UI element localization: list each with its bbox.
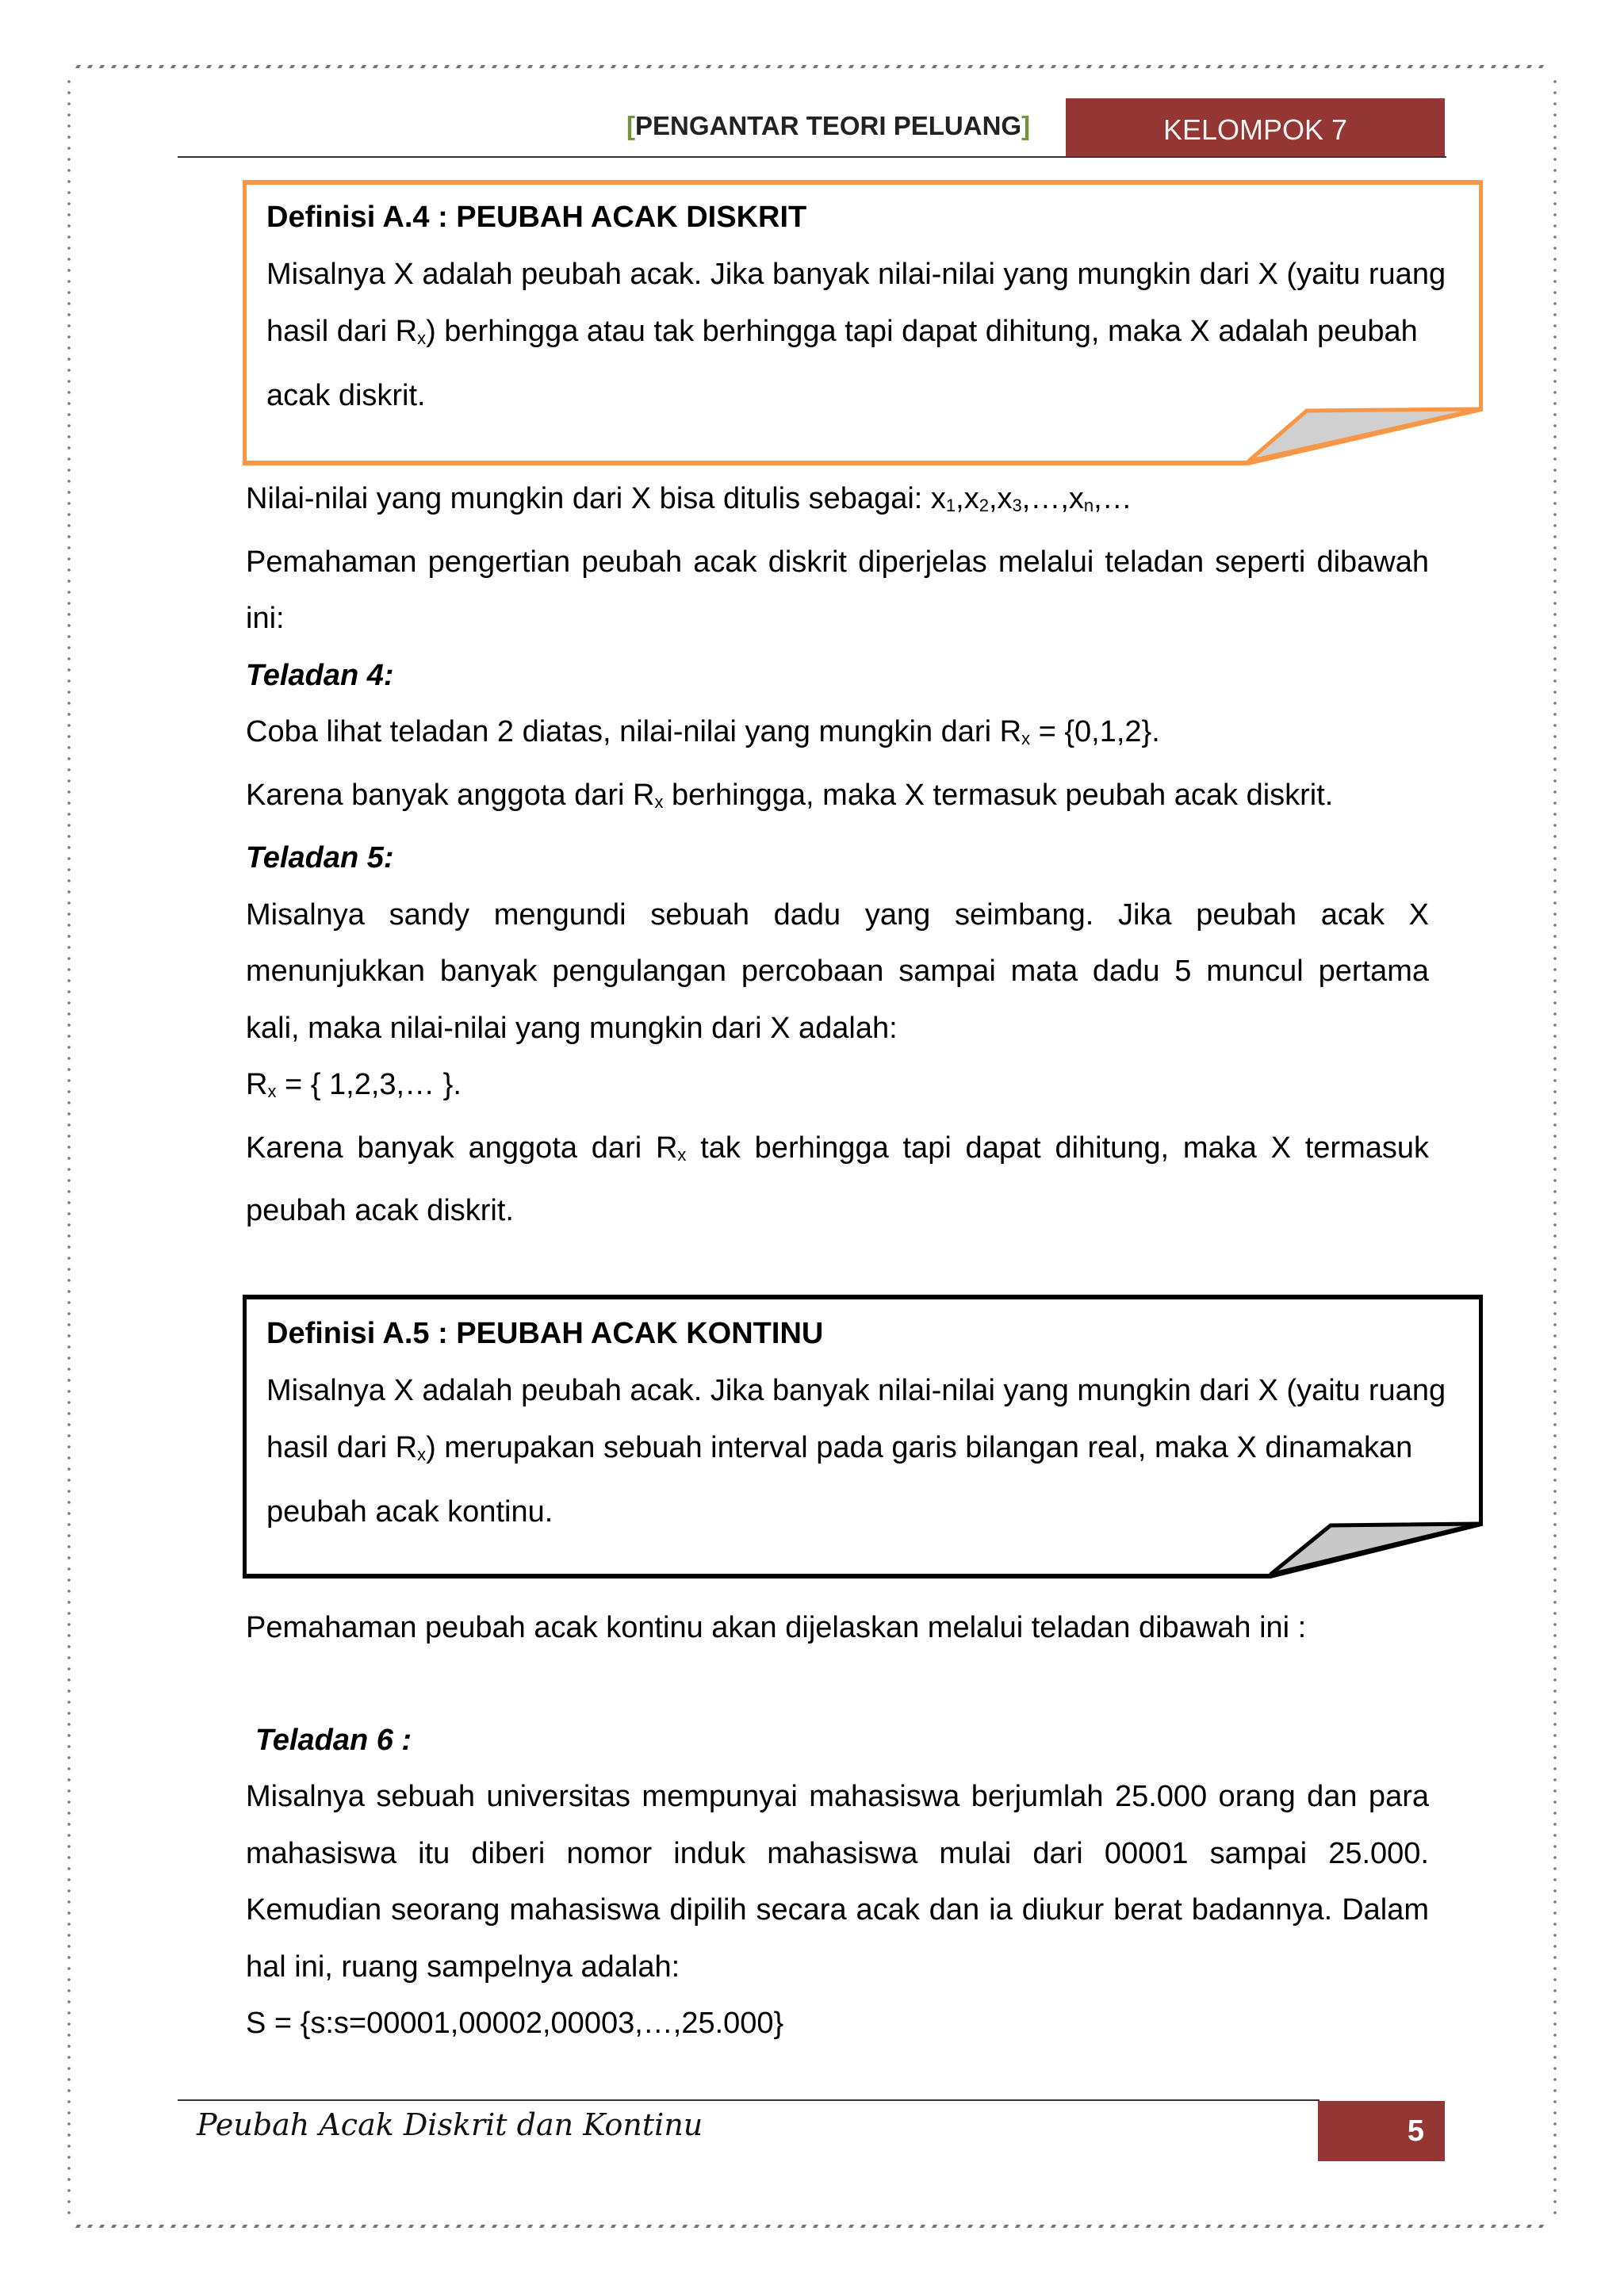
continuous-intro: Pemahaman peubah acak kontinu akan dijelaskan melalui teladan dibawah ini : — [246, 1611, 1307, 1644]
header-divider — [178, 156, 1446, 158]
body-section-continuous — [246, 1600, 1429, 2053]
teladan-5-conclusion: Karena banyak anggota dari $R_x$ tak berhingga tapi dapat dihitung, maka X termasuk peubah acak diskrit. — [246, 1131, 1430, 1227]
page-number-badge — [1318, 2101, 1445, 2161]
teladan-5-paragraph: Misalnya sandy mengundi sebuah dadu yang seimbang. Jika peubah acak X menunjukkan banyak pengulangan percobaan sampai mata dadu 5 muncul pertama kali, maka nilai-nilai yang mungkin dari X adalah: — [246, 897, 1429, 1045]
teladan-5-range: $R_x$ = { 1,2,3,… }. — [246, 1068, 462, 1101]
teladan-5-heading: Teladan 5: — [246, 841, 394, 874]
definition-a4-text: Misalnya X adalah peubah acak. Jika banyak nilai-nilai yang mungkin dari X (yaitu ruang hasil dari $R_x$) berhingga atau tak berhingga tapi dapat dihitung, maka X adalah peubah acak diskrit. — [266, 258, 1446, 412]
header-title-text: PENGANTAR TEORI PELUANG — [635, 111, 1022, 140]
teladan-6-sample-space: S = {s:s=00001,00002,00003,…,25.000} — [246, 2007, 784, 2040]
teladan-4-line-1: Coba lihat teladan 2 diatas, nilai-nilai yang mungkin dari $R_x = \{0,1,2\}$. — [246, 715, 1160, 748]
page-border-left — [67, 76, 71, 2217]
header-group-tag: KELOMPOK 7 — [1066, 98, 1445, 157]
definition-a4-title: Definisi A.4 : PEUBAH ACAK DISKRIT — [266, 201, 807, 234]
possible-values-line: Nilai-nilai yang mungkin dari X bisa ditulis sebagai: $x_1,x_2,x_3,\dots,x_n,\dots$ — [246, 482, 1132, 515]
header-title: [PENGANTAR TEORI PELUANG] — [626, 111, 1031, 140]
definition-a5-text: Misalnya X adalah peubah acak. Jika banyak nilai-nilai yang mungkin dari X (yaitu ruang hasil dari $R_x$) merupakan sebuah interval pada garis bilangan real, maka X dinamakan peubah acak kontinu. — [266, 1374, 1446, 1529]
page-border-top — [75, 65, 1549, 68]
definition-a4-box — [243, 179, 1483, 466]
teladan-6-heading: Teladan 6 : — [255, 1723, 412, 1757]
page-border-right — [1553, 76, 1557, 2217]
page-border-bottom — [75, 2225, 1549, 2228]
teladan-4-line-2: Karena banyak anggota dari $R_x$ berhingga, maka X termasuk peubah acak diskrit. — [246, 778, 1334, 812]
teladan-6-paragraph: Misalnya sebuah universitas mempunyai mahasiswa berjumlah 25.000 orang dan para mahasiswa itu diberi nomor induk mahasiswa mulai dari 00001 sampai 25.000. Kemudian seorang mahasiswa dipilih secara acak dan ia diukur berat badannya. Dalam hal ini, ruang sampelnya adalah: — [246, 1780, 1429, 1984]
teladan-4-heading: Teladan 4: — [246, 658, 394, 692]
footer-chapter-title: Peubah Acak Diskrit dan Kontinu — [197, 2107, 703, 2142]
page-number: 5 — [1407, 2114, 1424, 2148]
definition-a5-title: Definisi A.5 : PEUBAH ACAK KONTINU — [266, 1317, 824, 1350]
body-section-discrete — [246, 471, 1429, 1240]
definition-a5-box — [243, 1294, 1483, 1579]
footer-divider — [178, 2099, 1320, 2101]
discrete-intro-paragraph: Pemahaman pengertian peubah acak diskrit diperjelas melalui teladan seperti dibawah ini: — [246, 545, 1429, 635]
